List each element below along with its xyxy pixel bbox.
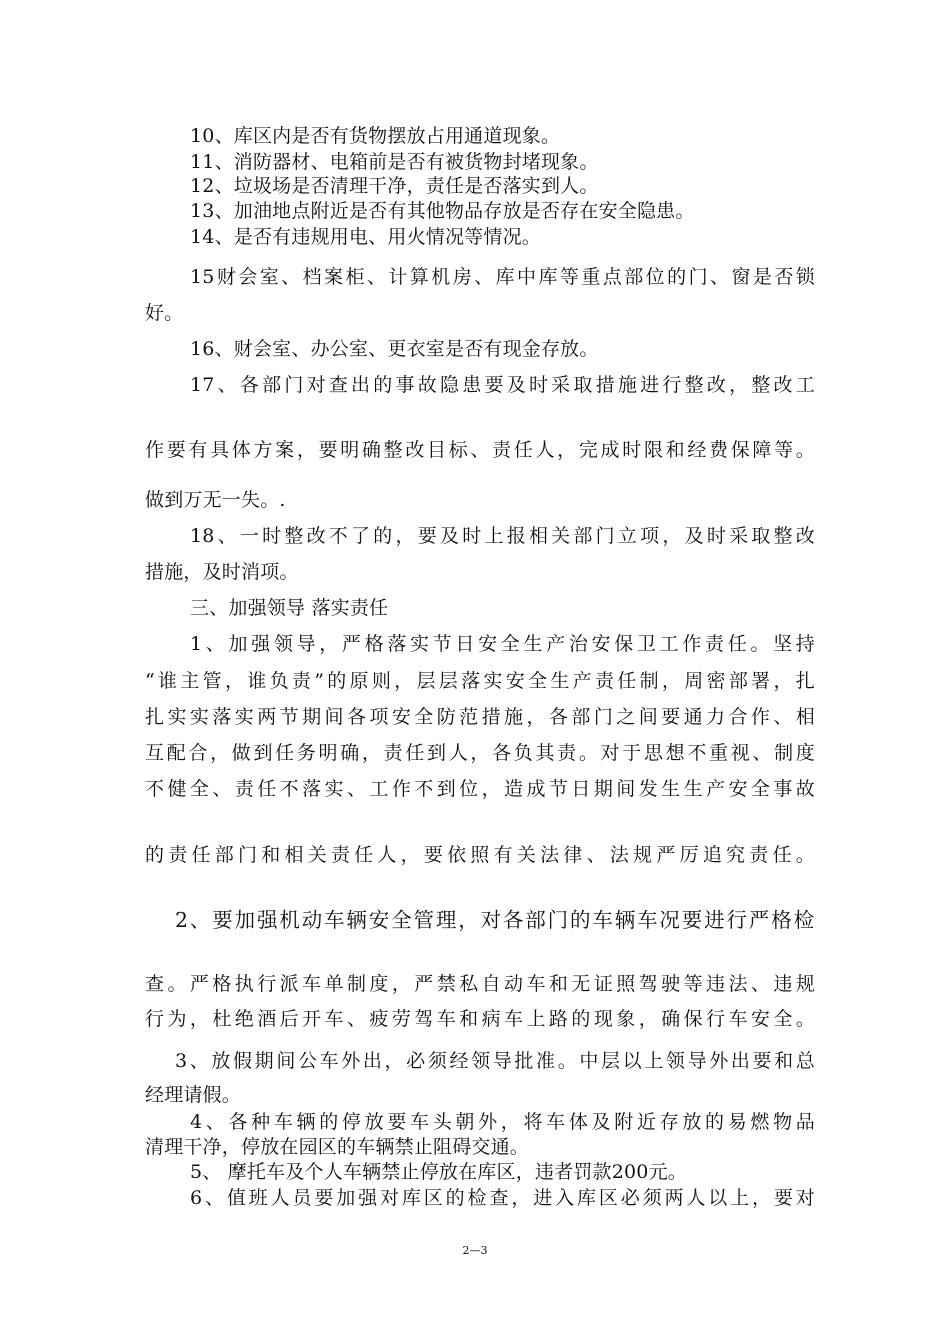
- para-3-line-2: 经理请假。: [145, 1084, 242, 1106]
- para-6-line-1: 6、值班人员要加强对库区的检查，进入库区必须两人以上，要对: [190, 1187, 815, 1209]
- para-1-line-1: 1、加强领导，严格落实节日安全生产治安保卫工作责任。坚持: [190, 633, 815, 655]
- item-13: 13、加油地点附近是否有其他物品存放是否存在安全隐患。: [190, 200, 695, 222]
- item-14: 14、是否有违规用电、用火情况等情况。: [190, 226, 541, 248]
- item-17-line-1: 17、各部门对查出的事故隐患要及时采取措施进行整改，整改工: [190, 374, 815, 396]
- item-10: 10、库区内是否有货物摆放占用通道现象。: [190, 125, 561, 147]
- item-16: 16、财会室、办公室、更衣室是否有现金存放。: [190, 338, 599, 360]
- section-heading-3: 三、加强领导 落实责任: [190, 597, 389, 619]
- item-15-line-1: 15财会室、档案柜、计算机房、库中库等重点部位的门、窗是否锁: [190, 266, 815, 288]
- para-4-line-1: 4、各种车辆的停放要车头朝外，将车体及附近存放的易燃物品: [190, 1111, 815, 1133]
- item-18-line-1: 18、一时整改不了的，要及时上报相关部门立项，及时采取整改: [190, 525, 815, 547]
- item-12: 12、垃圾场是否清理干净，责任是否落实到人。: [190, 175, 599, 197]
- para-1-line-5: 不健全、责任不落实、工作不到位，造成节日期间发生生产安全事故: [145, 778, 815, 800]
- para-3-line-1: 3、放假期间公车外出，必须经领导批准。中层以上领导外出要和总: [175, 1050, 815, 1072]
- para-4-line-2: 清理干净，停放在园区的车辆禁止阻碍交通。: [145, 1136, 530, 1158]
- para-1-line-3: 扎实实落实两节期间各项安全防范措施，各部门之间要通力合作、相: [145, 706, 815, 728]
- item-11: 11、消防器材、电箱前是否有被货物封堵现象。: [190, 151, 599, 173]
- page-number: 2—3: [462, 1244, 488, 1257]
- para-1-line-6: 的责任部门和相关责任人，要依照有关法律、法规严厉追究责任。: [145, 844, 815, 866]
- item-18-line-2: 措施，及时消项。: [145, 561, 299, 583]
- item-15-line-2: 好。: [145, 302, 184, 324]
- item-17-line-3: 做到万无一失。.: [145, 489, 286, 511]
- item-17-line-2: 作要有具体方案，要明确整改目标、责任人，完成时限和经费保障等。: [145, 439, 815, 461]
- para-1-line-2: “谁主管，谁负责”的原则，层层落实安全生产责任制，周密部署，扎: [145, 670, 815, 692]
- para-2-line-3: 行为，杜绝酒后开车、疲劳驾车和病车上路的现象，确保行车安全。: [145, 1008, 815, 1030]
- para-2-line-1: 2、要加强机动车辆安全管理，对各部门的车辆车况要进行严格检: [175, 908, 815, 932]
- para-1-line-4: 互配合，做到任务明确，责任到人，各负其责。对于思想不重视、制度: [145, 742, 815, 764]
- para-2-line-2: 查。严格执行派车单制度，严禁私自动车和无证照驾驶等违法、违规: [145, 973, 815, 995]
- para-5: 5、 摩托车及个人车辆禁止停放在库区，违者罚款200元。: [190, 1161, 687, 1183]
